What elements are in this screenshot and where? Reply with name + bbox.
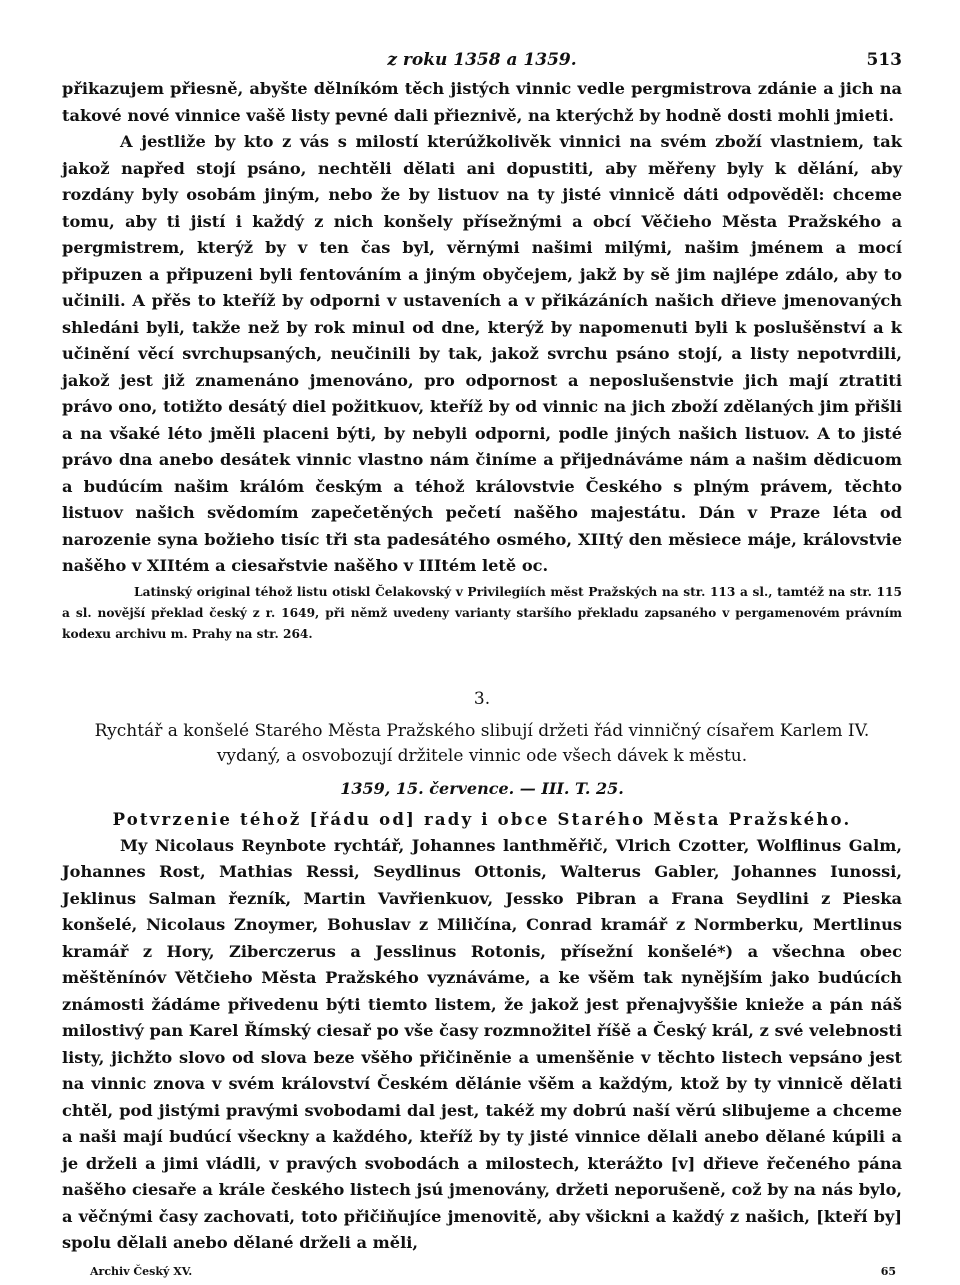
document-date: 1359, 15. července. — III. T. 25. (340, 778, 624, 798)
footer-signature: Archiv Český XV. (90, 1264, 193, 1278)
editorial-note: Latinský original téhož listu otiskl Čelakovský v Privilegiích měst Pražských na str. 113 a sl., tamtéž na str. 115 a sl. novější překlad český z r. 1649, při němž uvedeny varianty staršího překladu zapsaného v pergamenovém právním kodexu archivu m. Prahy na str. 264. (62, 584, 902, 641)
document-number: 3. (473, 688, 491, 709)
page-number: 513 (866, 50, 902, 70)
paragraph-continued: přikazujem přiesně, abyšte dělníkóm těch jistých vinnic vedle pergmistrova zdánie a jich na takové nové vinnice vašě listy pevné dali přieznivě, na kterýchž by hodně dosti mohli jmieti. (62, 79, 902, 125)
running-title: z roku 1358 a 1359. (387, 50, 577, 70)
page-footer (62, 1265, 902, 1285)
paragraph: A jestliže by kto z vás s milostí kterúžkolivěk vinnici na svém zboží vlastniem, tak jakož napřed stojí psáno, nechtěli dělati ani dopustiti, aby měřeny byly k dělání, aby rozdány byly osobám jiným, nebo že by listuov na ty jisté vinnicě dáti odpověděl: chceme tomu, aby ti jistí i každý z nich konšely přísežnými a obcí Věčieho Města Pražského a pergmistrem, kterýž by v ten čas byl, věrnými našimi milými, našim jménem a mocí připuzen a připuzeni byli fentováním a jiným obyčejem, jakž by sě jim najlépe zdálo, aby to učinili. A přěs to kteříž by odporni v ustaveních a v přikázáních našich dřieve jmenovaných shledáni byli, takže než by rok minul od dne, kterýž by napomenuti byli k poslušěnství a k učinění věcí svrchupsaných, neučinili by tak, jakož svrchu psáno stojí, a listy nepotvrdili, jakož jest již znamenáno jmenováno, pro odpornost a neposlušenstvie jich mají ztratiti právo ono, totižto desátý diel požitkuov, kteříž by od vinnic na jich zboží zdělaných jim přišli a na všaké léto jměli placeni býti, by nebyli odporni, podle jiných našich listuov. A to jisté právo dna anebo desátek vinnic vlastno nám činíme a přijednáváme nám a našim dědicuom a budúcím našim králóm českým a téhož královstvie Českého s plným právem, těchto listuov našich svědomím zapečetěných pečetí našěho majestátu. Dán v Praze léta od narozenie syna božieho tisíc tři sta padesátého osmého, XIItý den měsiece máje, královstvie našěho v XIItém a ciesařstvie našěho v IIItém letě oc. (62, 132, 902, 575)
footer-sheet-number: 65 (880, 1264, 896, 1278)
document-subtitle: Potvrzenie téhož [řádu od] rady i obce Starého Města Pražského. (112, 809, 852, 829)
document-text: My Nicolaus Reynbote rychtář, Johannes lanthměřič, Vlrich Czotter, Wolflinus Galm, Johannes Rost, Mathias Ressi, Seydlinus Ottonis, Walterus Gabler, Johannes Iunossi, Jeklinus Salman řezník, Martin Vavřienkuov, Jessko Pibran a Frana Seydlini z Pieska konšelé, Nicolaus Znoymer, Bohuslav z Miličína, Conrad kramář z Normberku, Mertlinus kramář z Hory, Ziberczerus a Jesslinus Rotonis, přísežní konšelé*) a všechna obec měštěnínóv Větčieho Města Pražského vyznáváme, a ke všěm tak nynějším jako budúcích známosti žádáme přivedenu býti tiemto listem, že jakož jest přenajvyššie knieže a pán náš milostivý pan Karel Římský ciesař po vše časy rozmnožitel říšě a Český král, z své velebnosti listy, jichžto slovo od slova beze všěho přičiněnie a umenšěnie v těchto listech vepsáno jest na vinnic znova v svém království Českém dělánie všěm a každým, ktož by ty vinnicě dělati chtěl, pod jistými pravými svobodami dal jest, takéž my dobrú naší věrú slibujeme a chceme a naši mají budúcí všeckny a každého, kteříž by ty jisté vinnice dělali anebo dělané kúpili a je drželi a jimi vládli, v pravých svobodách a milostech, kterážto [v] dřieve řečeného pána našěho ciesaře a krále českého listech jsú jmenovány, držeti neporušeně, což by na nás bylo, a věčnými časy zachovati, toto přičiňujíce jmenovitě, aby všickni a každý z našich, [kteří by] spolu dělali anebo dělané drželi a měli, (62, 835, 902, 1252)
document-heading: Rychtář a konšelé Starého Města Pražského slibují držeti řád vinničný císařem Karlem IV. vydaný, a osvobozují držitele vinnic ode všech dávek k městu. (94, 720, 870, 766)
running-header (62, 50, 902, 76)
document-page (62, 50, 902, 1285)
